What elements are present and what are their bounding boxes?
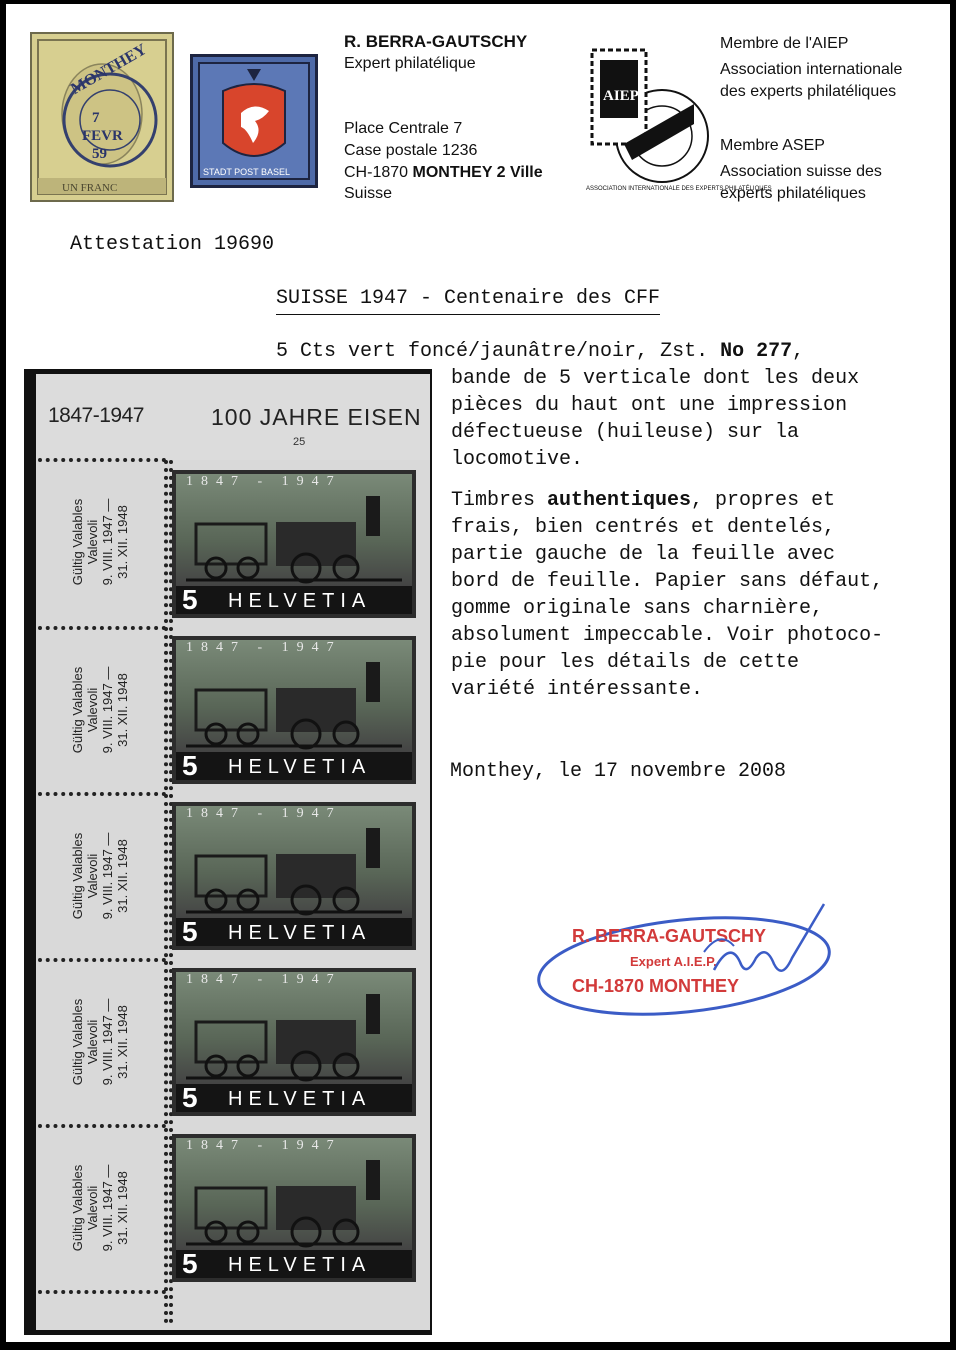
tab-label — [36, 1128, 168, 1290]
stamp-value: 5 — [182, 916, 198, 947]
label-line: 9. VIII. 1947 — — [100, 998, 115, 1086]
label-line: Gültig Valables — [70, 998, 85, 1086]
stamp-value: 5 — [182, 1082, 198, 1113]
locomotive-illustration — [176, 806, 412, 918]
expert-name: R. BERRA-GAUTSCHY — [344, 32, 528, 51]
label-line: 31. XII. 1948 — [115, 505, 130, 579]
label-line: Gültig Valables — [70, 666, 85, 754]
basel-dove-illustration — [193, 57, 315, 185]
locomotive-illustration — [176, 1138, 412, 1250]
margin-years: 1847-1947 — [48, 404, 144, 427]
label-line: Gültig Valables — [70, 498, 85, 586]
cancel-year: 59 — [92, 146, 107, 162]
label-line: Valevoli — [85, 687, 100, 733]
seal-line-1: R. BERRA-GAUTSCHY — [572, 926, 767, 946]
membership-line: des experts philatéliques — [720, 83, 897, 100]
stamp-country: HELVETIA — [228, 756, 372, 778]
margin-number: 25 — [293, 436, 306, 448]
locomotive-illustration — [176, 474, 412, 586]
stamp-denomination: UN FRANC — [62, 182, 118, 194]
attestation-number: Attestation 19690 — [70, 233, 275, 256]
expert-title: Expert philatélique — [344, 55, 476, 72]
stamp-years: 1847 - 1947 — [186, 972, 342, 987]
condition-line-1 — [451, 487, 835, 514]
tab-label-text — [70, 630, 130, 790]
label-line: 31. XII. 1948 — [115, 1005, 130, 1079]
expert-seal — [534, 900, 834, 1020]
label-line: Valevoli — [85, 1185, 100, 1231]
stamp-value: 5 — [182, 584, 198, 615]
membership-heading: Membre de l'AIEP — [720, 35, 849, 52]
cancel-place: MONTHEY — [68, 40, 150, 98]
label-line: 9. VIII. 1947 — — [100, 832, 115, 920]
membership-heading: Membre ASEP — [720, 137, 825, 154]
expert-country: Suisse — [344, 185, 393, 202]
stamp-country: HELVETIA — [228, 590, 372, 612]
expert-address-3 — [344, 164, 543, 182]
place-date: Monthey, le 17 novembre 2008 — [450, 760, 787, 783]
locomotive-icon — [176, 972, 412, 1084]
stamp-country: HELVETIA — [228, 1254, 372, 1276]
label-line: Valevoli — [85, 519, 100, 565]
tab-label-text — [70, 962, 130, 1122]
label-line: 9. VIII. 1947 — — [100, 498, 115, 586]
locomotive-icon — [176, 640, 412, 752]
tab-label — [36, 962, 168, 1124]
header-stamp-un-franc — [30, 32, 174, 202]
stamp-years: 1847 - 1947 — [186, 474, 342, 489]
tab-label — [36, 630, 168, 792]
label-line: 31. XII. 1948 — [115, 839, 130, 913]
label-line: 9. VIII. 1947 — — [100, 1164, 115, 1252]
label-line: Gültig Valables — [70, 832, 85, 920]
tab-label — [36, 462, 168, 624]
tab-label-text — [70, 462, 130, 622]
stamp-value: 5 — [182, 750, 198, 781]
locomotive-illustration — [176, 972, 412, 1084]
label-line: Valevoli — [85, 1019, 100, 1065]
cancel-month: FEVR — [82, 128, 123, 144]
label-line: 31. XII. 1948 — [115, 1171, 130, 1245]
stamp-helvetia — [172, 470, 416, 618]
authentic-word: authentiques — [547, 489, 692, 512]
tab-label — [36, 796, 168, 958]
stamp-years: 1847 - 1947 — [186, 1138, 342, 1153]
label-line: Valevoli — [85, 853, 100, 899]
membership-asep — [720, 135, 882, 205]
stamp-value: 5 — [182, 1248, 198, 1279]
stamp-years: 1847 - 1947 — [186, 640, 342, 655]
seal-line-2: Expert A.I.E.P. — [630, 954, 717, 969]
description-paragraph: bande de 5 verticale dont les deux pièces du haut ont une impression défectueuse (huileuse) sur la locomotive. — [451, 367, 860, 471]
stamp-helvetia — [172, 1134, 416, 1282]
condition-text: Timbres — [451, 489, 548, 512]
expert-postcode: CH-1870 — [344, 164, 413, 181]
locomotive-icon — [176, 806, 412, 918]
seal-signature-icon — [534, 900, 834, 1020]
locomotive-icon — [176, 1138, 412, 1250]
header-stamp-basel-dove — [190, 54, 318, 188]
stamp-country: HELVETIA — [228, 1088, 372, 1110]
condition-paragraph: frais, bien centrés et dentelés, partie gauche de la feuille avec bord de feuille. Papier sans défaut, gomme originale sans charnière, absolument impeccable. Voir photoco- pie pour les détails de cette variété intéressante. — [451, 516, 884, 701]
cancelled-stamp-illustration — [32, 34, 172, 200]
membership-line: experts philatéliques — [720, 185, 866, 202]
description-text: 5 Cts vert foncé/jaunâtre/noir, Zst. — [276, 340, 721, 363]
stamp-helvetia — [172, 968, 416, 1116]
label-line: 9. VIII. 1947 — — [100, 666, 115, 754]
cancel-day: 7 — [92, 110, 100, 126]
condition-text: , propres et — [691, 489, 836, 512]
seal-line-3: CH-1870 MONTHEY — [572, 976, 740, 996]
stamp-helvetia — [172, 636, 416, 784]
membership-line: Association internationale — [720, 61, 903, 78]
expert-address-2: Case postale 1236 — [344, 142, 478, 159]
description-line-1 — [276, 338, 804, 365]
margin-jahre: 100 JAHRE EISEN — [211, 404, 422, 430]
membership-line: Association suisse des — [720, 163, 882, 180]
stamp-country: HELVETIA — [228, 922, 372, 944]
subject-title: SUISSE 1947 - Centenaire des CFF — [276, 287, 660, 315]
perforation — [38, 1290, 166, 1294]
locomotive-icon — [176, 474, 412, 586]
expert-address-1: Place Centrale 7 — [344, 120, 463, 137]
tab-label-text — [70, 1128, 130, 1288]
expert-city: MONTHEY 2 Ville — [412, 164, 543, 181]
aiep-abbr: AIEP — [603, 88, 639, 104]
label-line: Gültig Valables — [70, 1164, 85, 1252]
aiep-logo — [584, 44, 772, 194]
catalog-number: No 277 — [720, 340, 793, 363]
stamp-helvetia — [172, 802, 416, 950]
basel-stamp-text: STADT POST BASEL — [203, 167, 291, 177]
aiep-ring-text: ASSOCIATION INTERNATIONALE DES EXPERTS PHILATÉLIQUES — [586, 186, 772, 192]
membership-aiep — [720, 33, 902, 103]
label-line: 31. XII. 1948 — [115, 673, 130, 747]
certificate-sheet — [6, 4, 950, 1342]
stamp-years: 1847 - 1947 — [186, 806, 342, 821]
aiep-logo-icon — [584, 44, 772, 194]
tab-label-text — [70, 796, 130, 956]
locomotive-illustration — [176, 640, 412, 752]
description-text: , — [792, 340, 805, 363]
